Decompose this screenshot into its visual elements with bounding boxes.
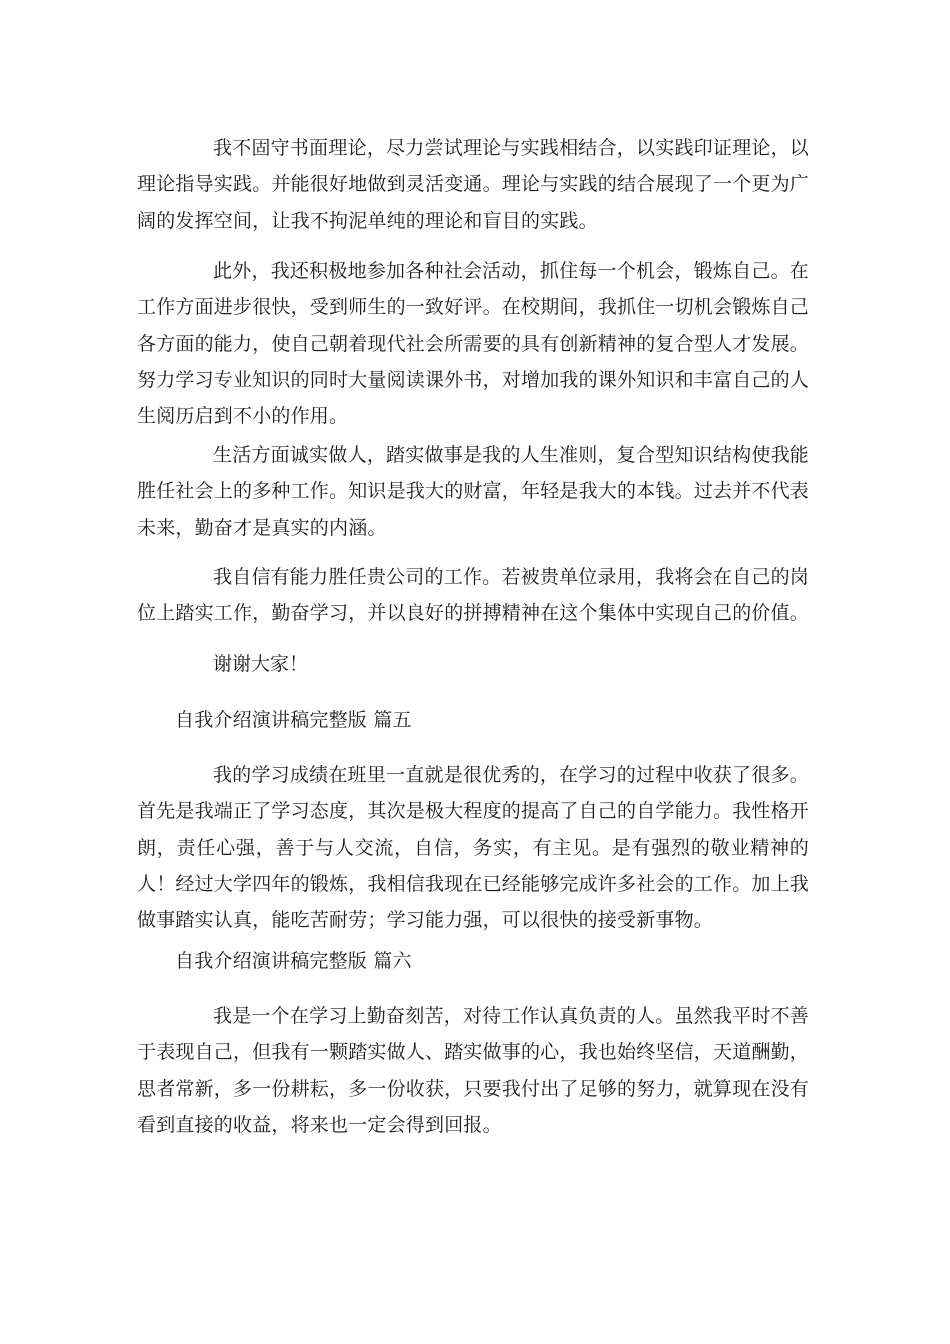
section-heading-five: 自我介绍演讲稿完整版 篇五	[175, 709, 412, 731]
paragraph-theory-practice: 我不固守书面理论，尽力尝试理论与实践相结合，以实践印证理论，以理论指导实践。并能很好地做到灵活变通。理论与实践的结合展现了一个更为广阔的发挥空间，让我不拘泥单纯的理论和盲目的实践。	[137, 137, 810, 232]
paragraph-life-principles: 生活方面诚实做人，踏实做事是我的人生准则，复合型知识结构使我能胜任社会上的多种工作。知识是我大的财富，年轻是我大的本钱。过去并不代表未来，勤奋才是真实的内涵。	[137, 444, 810, 539]
paragraph-academic-performance: 我的学习成绩在班里一直就是很优秀的，在学习的过程中收获了很多。首先是我端正了学习态度，其次是极大程度的提高了自己的自学能力。我性格开朗，责任心强，善于与人交流，自信，务实，有主见。是有强烈的敬业精神的人！经过大学四年的锻炼，我相信我现在已经能够完成许多社会的工作。加上我做事踏实认真，能吃苦耐劳；学习能力强，可以很快的接受新事物。	[137, 764, 810, 932]
paragraph-diligence: 我是一个在学习上勤奋刻苦，对待工作认真负责的人。虽然我平时不善于表现自己，但我有一颗踏实做人、踏实做事的心，我也始终坚信，天道酬勤，思者常新，多一份耕耘，多一份收获，只要我付出了足够的努力，就算现在没有看到直接的收益，将来也一定会得到回报。	[137, 1005, 810, 1136]
paragraph-confidence: 我自信有能力胜任贵公司的工作。若被贵单位录用，我将会在自己的岗位上踏实工作，勤奋学习，并以良好的拼搏精神在这个集体中实现自己的价值。	[137, 566, 810, 625]
thanks-line: 谢谢大家！	[213, 653, 309, 675]
section-heading-six: 自我介绍演讲稿完整版 篇六	[175, 950, 412, 972]
paragraph-social-activities: 此外，我还积极地参加各种社会活动，抓住每一个机会，锻炼自己。在工作方面进步很快，受到师生的一致好评。在校期间，我抓住一切机会锻炼自己各方面的能力，使自己朝着现代社会所需要的具有创新精神的复合型人才发展。努力学习专业知识的同时大量阅读课外书，对增加我的课外知识和丰富自己的人生阅历启到不小的作用。	[137, 260, 810, 428]
